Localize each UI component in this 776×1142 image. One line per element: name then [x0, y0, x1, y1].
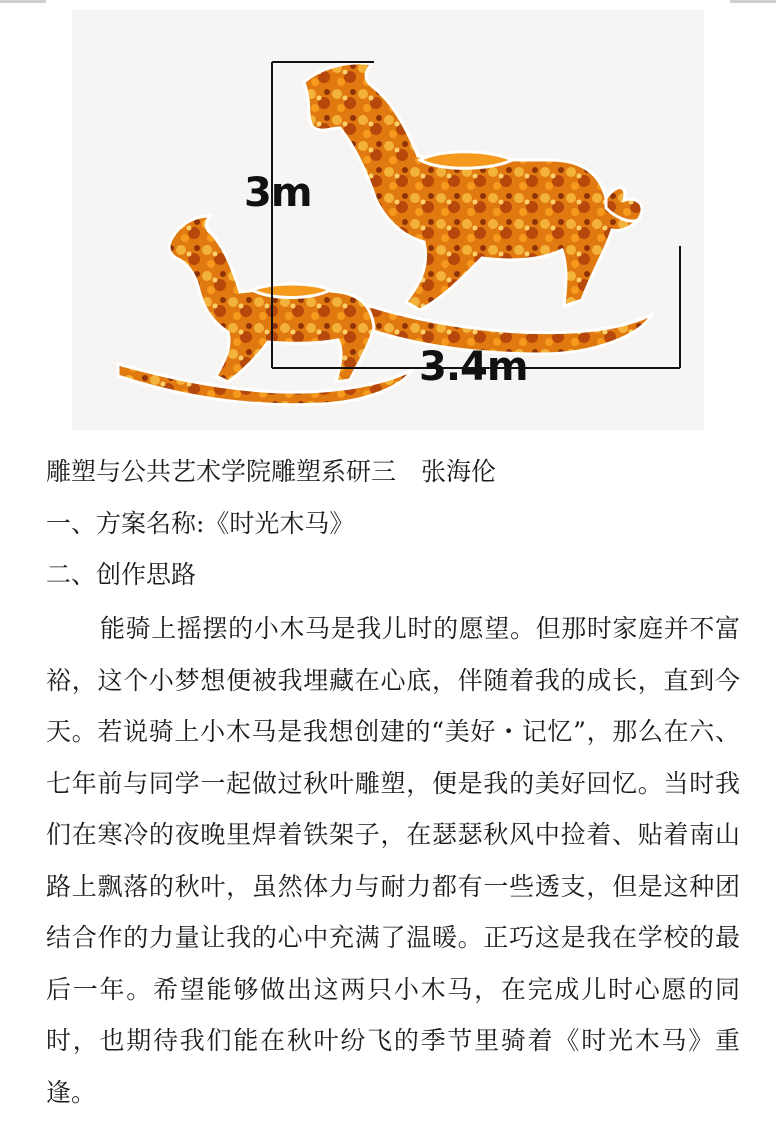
section-2-text: 二、创作思路 — [46, 560, 197, 589]
large-horse-body — [304, 63, 638, 310]
section-title-2 — [46, 549, 740, 601]
small-horse-rocker — [118, 364, 412, 405]
author-text: 雕塑与公共艺术学院雕塑系研三 张海伦 — [46, 457, 497, 486]
top-border-right — [730, 0, 776, 3]
small-rocking-horse — [118, 216, 412, 405]
section-title-1 — [46, 498, 740, 550]
rocking-horse-illustration — [72, 10, 704, 430]
large-horse-saddle — [420, 152, 512, 169]
top-border-left — [0, 0, 46, 3]
rocking-horse-sculpture-image — [72, 10, 704, 430]
small-horse-saddle — [252, 284, 330, 298]
author-line — [46, 446, 740, 498]
width-dimension-label: 3.4m — [419, 344, 528, 390]
section-1-text: 一、方案名称:《时光木马》 — [46, 509, 355, 538]
body-paragraph: 能骑上摇摆的小木马是我儿时的愿望。但那时家庭并不富裕，这个小梦想便被我埋藏在心底，伴随着我的成长，直到今天。若说骑上小木马是我想创建的“美好・记忆”，那么在六、七年前与同学一起做过秋叶雕塑，便是我的美好回忆。当时我们在寒冷的夜晚里焊着铁架子，在瑟瑟秋风中捡着、贴着南山路上飘落的秋叶，虽然体力与耐力都有一些透支，但是这种团结合作的力量让我的心中充满了温暖。正巧这是我在学校的最后一年。希望能够做出这两只小木马，在完成儿时心愿的同时，也期待我们能在秋叶纷飞的季节里骑着《时光木马》重逢。 — [46, 614, 740, 1107]
height-dimension-label: 3m — [244, 170, 312, 216]
